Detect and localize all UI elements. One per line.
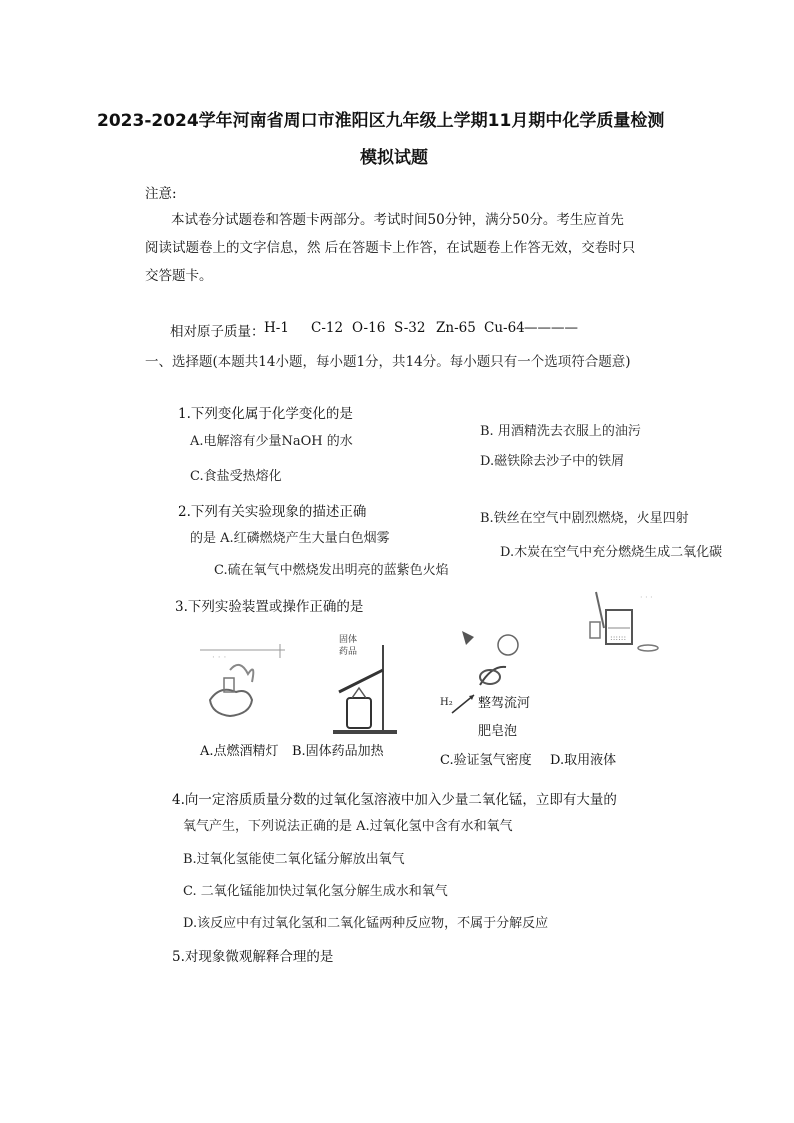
figure-d-caption: D.取用液体 xyxy=(550,753,617,768)
atomic-mass-label: 相对原子质量： xyxy=(170,324,265,340)
page-subtitle: 模拟试题 xyxy=(360,148,428,168)
q2-option-a: 的是 A.红磷燃烧产生大量白色烟雾 xyxy=(190,531,390,546)
atomic-mass-h: H-1 xyxy=(264,320,289,336)
notice-line-2: 阅读试题卷上的文字信息，然 后在答题卡上作答，在试题卷上作答无效，交卷时只 xyxy=(145,240,636,256)
q1-option-b: B. 用酒精洗去衣服上的油污 xyxy=(480,424,641,439)
figure-b-label-2: 药品 xyxy=(339,647,358,657)
figure-a-caption: A.点燃酒精灯 xyxy=(200,744,279,759)
svg-text:::::::: :::::: xyxy=(610,633,627,642)
atomic-mass-cu: Cu-64 xyxy=(484,320,525,336)
figure-c-caption: C.验证氢气密度 xyxy=(440,753,532,768)
q2-option-b: B.铁丝在空气中剧烈燃烧，火星四射 xyxy=(480,511,689,526)
svg-text:· · ·: · · · xyxy=(212,653,227,663)
atomic-mass-o: O-16 xyxy=(352,320,386,336)
figure-a-alcohol-lamp xyxy=(190,630,290,730)
notice-label: 注意: xyxy=(145,186,177,202)
figure-d-liquid-transfer xyxy=(568,588,668,658)
q4-option-c: C. 二氧化锰能加快过氧化氢分解生成水和氧气 xyxy=(183,884,448,899)
q3-stem: 3.下列实验装置或操作正确的是 xyxy=(175,599,364,615)
section-heading: 一、选择题(本题共14小题，每小题1分，共14分。每小题只有一个选项符合题意) xyxy=(145,354,631,370)
notice-line-3: 交答题卡。 xyxy=(145,268,213,284)
atomic-mass-s: S-32 xyxy=(394,320,426,336)
figure-b-caption: B.固体药品加热 xyxy=(292,744,384,759)
q5-stem: 5.对现象微观解释合理的是 xyxy=(172,949,334,965)
atomic-mass-zn: Zn-65 xyxy=(436,320,476,336)
figure-c-label-1: 整驾流河 xyxy=(478,696,531,711)
notice-line-1: 本试卷分试题卷和答题卡两部分。考试时间50分钟，满分50分。考生应首先 xyxy=(171,212,624,228)
q1-option-a: A.电解溶有少量NaOH 的水 xyxy=(190,434,353,449)
q4-option-d: D.该反应中有过氧化氢和二氧化锰两种反应物，不属于分解反应 xyxy=(183,916,549,931)
figure-c-h2-label: H₂ xyxy=(440,697,453,708)
atomic-mass-c: C-12 xyxy=(311,320,344,336)
page-title: 2023-2024学年河南省周口市淮阳区九年级上学期11月期中化学质量检测 xyxy=(97,111,665,131)
q4-stem: 4.向一定溶质质量分数的过氧化氢溶液中加入少量二氧化锰，立即有大量的 xyxy=(172,792,617,808)
q1-option-d: D.磁铁除去沙子中的铁屑 xyxy=(480,454,625,469)
atomic-mass-rule: ———— xyxy=(524,320,578,336)
q1-option-c: C.食盐受热熔化 xyxy=(190,469,282,484)
figure-b-label-1: 固体 xyxy=(339,635,358,645)
q2-stem: 2.下列有关实验现象的描述正确 xyxy=(178,504,367,520)
q1-stem: 1.下列变化属于化学变化的是 xyxy=(178,406,353,422)
figure-b-solid-heating xyxy=(325,630,405,740)
q2-option-d: D.木炭在空气中充分燃烧生成二氧化碳 xyxy=(500,545,723,560)
figure-c-label-2: 肥皂泡 xyxy=(478,724,518,739)
q4-option-a: 氧气产生，下列说法正确的是 A.过氧化氢中含有水和氧气 xyxy=(183,819,513,834)
q2-option-c: C.硫在氧气中燃烧发出明亮的蓝紫色火焰 xyxy=(214,563,449,578)
svg-text:· · ·: · · · xyxy=(640,593,653,602)
q4-option-b: B.过氧化氢能使二氧化锰分解放出氧气 xyxy=(183,852,405,867)
